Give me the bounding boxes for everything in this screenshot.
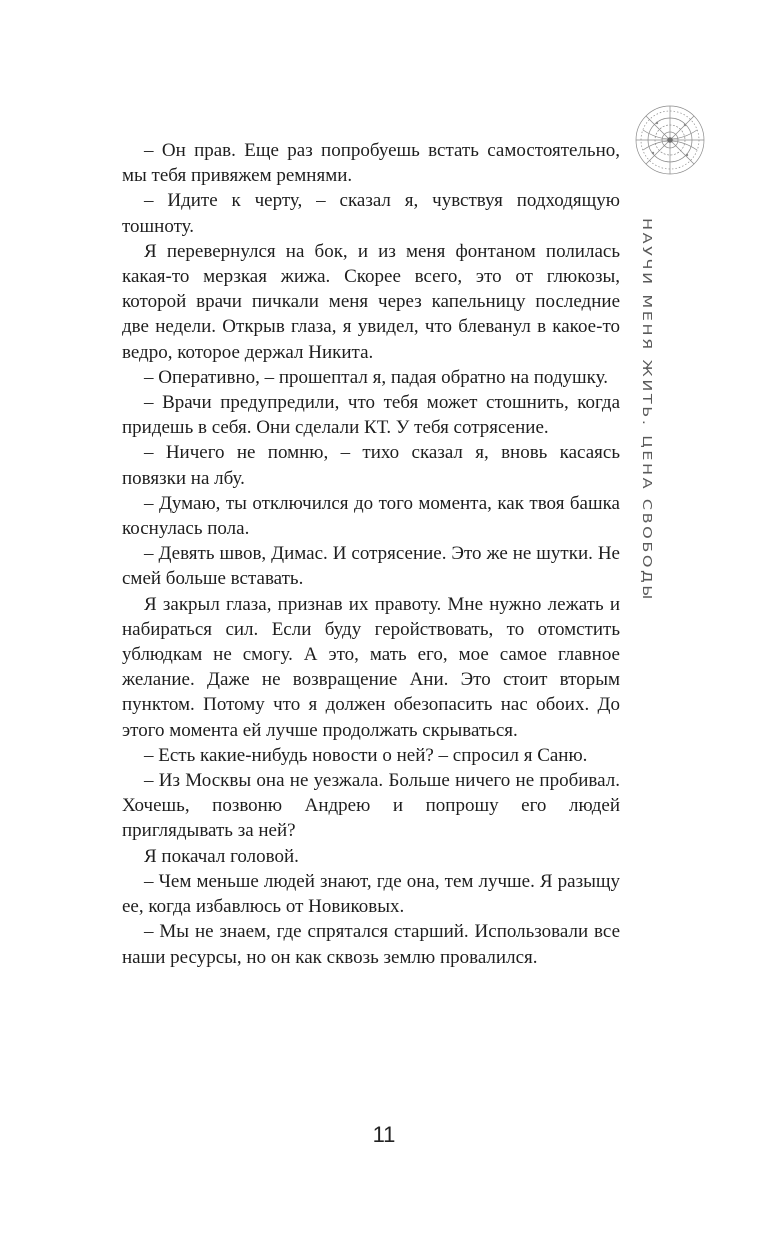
paragraph: Я покачал головой.: [144, 845, 299, 867]
paragraph: – Мы не знаем, где спрятался старший. Использовали все наши ресурсы, но он как сквозь землю провалился.: [122, 921, 620, 968]
paragraph: – Он прав. Еще раз попробуешь встать самостоятельно, мы тебя привяжем ремнями.: [122, 140, 620, 187]
page-number: 11: [372, 1122, 396, 1147]
paragraph: – Ничего не помню, – тихо сказал я, вновь касаясь повязки на лбу.: [122, 442, 620, 489]
paragraph: Я перевернулся на бок, и из меня фонтаном полилась какая-то мерзкая жижа. Скорее всего, это от глюкозы, которой врачи пичкали меня через капельницу последние две недели. Открыв глаза, я увидел, что блеванул в какое-то ведро, которое держал Никита.: [122, 240, 620, 363]
paragraph: – Врачи предупредили, что тебя может стошнить, когда придешь в себя. Они сделали КТ. У тебя сотрясение.: [122, 392, 620, 439]
paragraph: – Из Москвы она не уезжала. Больше ничего не пробивал. Хочешь, позвоню Андрею и попрошу его людей приглядывать за ней?: [122, 770, 620, 842]
paragraph: – Чем меньше людей знают, где она, тем лучше. Я разыщу ее, когда избавлюсь от Новиковых.: [122, 870, 620, 918]
paragraph: – Девять швов, Димас. И сотрясение. Это же не шутки. Не смей больше вставать.: [122, 543, 620, 590]
paragraph: Я закрыл глаза, признав их правоту. Мне нужно лежать и набираться сил. Если буду геройствовать, то отомстить ублюдкам не смогу. А это, мать его, мое самое главное желание. Даже не возвращение Ани. Это стоит вторым пунктом. Потому что я должен обезопасить нас обоих. До этого момента ей лучше продолжать скрываться.: [122, 593, 620, 741]
paragraph: – Есть какие-нибудь новости о ней? – спросил я Саню.: [144, 744, 588, 766]
paragraph: – Идите к черту, – сказал я, чувствуя подходящую тошноту.: [122, 190, 620, 237]
running-title: НАУЧИ МЕНЯ ЖИТЬ. ЦЕНА СВОБОДЫ: [640, 218, 656, 602]
paragraph: – Думаю, ты отключился до того момента, как твоя башка коснулась пола.: [122, 492, 620, 540]
body-text: [122, 138, 620, 970]
compass-emblem-icon: [633, 103, 707, 177]
paragraph: – Оперативно, – прошептал я, падая обратно на подушку.: [144, 366, 608, 388]
